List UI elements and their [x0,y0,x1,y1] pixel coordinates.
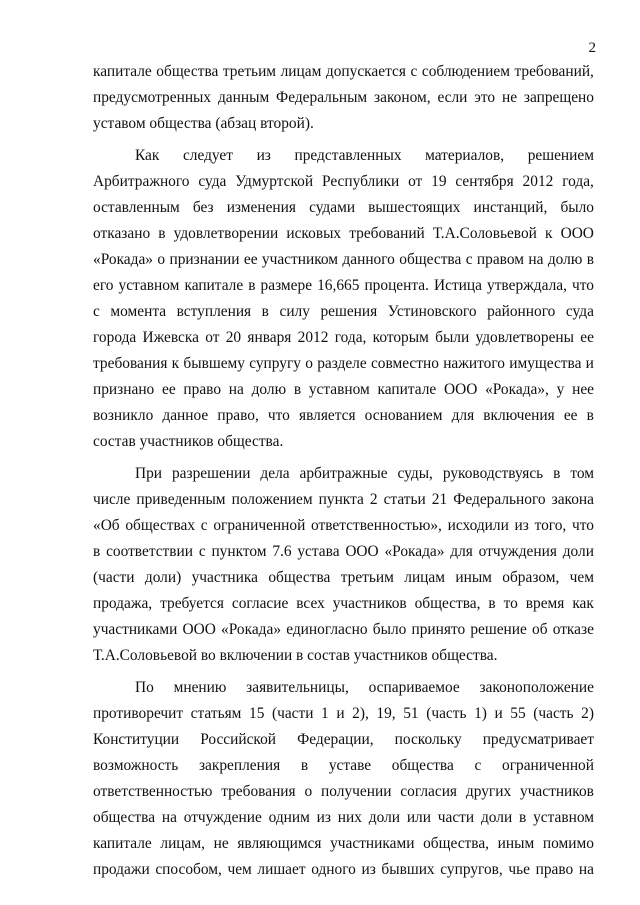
text-line: продажа, требуется согласие всех участников общества, в то время как [93,595,594,612]
text-line: признано ее право на долю в уставном капитале ООО «Рокада», у нее [93,381,594,398]
text-line: его уставном капитале в размере 16,665 процента. Истица утверждала, что [93,277,594,294]
text-line: предусмотренных данным Федеральным законом, если это не запрещено [93,89,594,106]
text-line: с момента вступления в силу решения Устиновского районного суда [93,303,594,320]
text-line: Конституции Российской Федерации, поскольку предусматривает [93,731,594,748]
text-line: отказано в удовлетворении исковых требований Т.А.Соловьевой к ООО [93,225,594,242]
page-number: 2 [588,40,596,56]
text-line: требования к бывшему супругу о разделе совместно нажитого имущества и [93,355,594,372]
text-line: «Рокада» о признании ее участником данного общества с правом на долю в [93,251,594,268]
text-line: противоречит статьям 15 (части 1 и 2), 19, 51 (часть 1) и 55 (часть 2) [93,705,594,722]
text-line: (части доли) участника общества третьим лицам иным образом, чем [93,569,594,586]
text-line: числе приведенным положением пункта 2 статьи 21 Федерального закона [93,491,594,508]
text-line: возникло данное право, что является основанием для включения ее в [93,407,594,424]
text-line: Арбитражного суда Удмуртской Республики от 19 сентября 2012 года, [93,173,594,190]
body-text [93,59,594,883]
text-line: в соответствии с пунктом 7.6 устава ООО «Рокада» для отчуждения доли [93,543,594,560]
text-line: уставом общества (абзац второй). [93,115,314,132]
text-line: По мнению заявительницы, оспариваемое законоположение [135,679,594,696]
text-line: участниками ООО «Рокада» единогласно было принято решение об отказе [93,621,594,638]
text-line: ответственностью требования о получении согласия других участников [93,783,594,800]
text-line: Т.А.Соловьевой во включении в состав участников общества. [93,647,498,664]
text-line: возможность закрепления в уставе общества с ограниченной [93,757,594,774]
text-line: капитале общества третьим лицам допускается с соблюдением требований, [93,63,594,80]
text-line: состав участников общества. [93,433,284,450]
text-line: города Ижевска от 20 января 2012 года, которым были удовлетворены ее [93,329,594,346]
text-line: Как следует из представленных материалов, решением [135,147,594,164]
text-line: общества на отчуждение одним из них доли или части доли в уставном [93,809,594,826]
text-line: капитале лицам, не являющимся участниками общества, иным помимо [93,835,594,852]
text-line: При разрешении дела арбитражные суды, руководствуясь в том [135,465,594,482]
text-line: продажи способом, чем лишает одного из бывших супругов, чье право на [93,861,594,878]
text-line: оставленным без изменения судами вышестоящих инстанций, было [93,199,594,216]
text-line: «Об обществах с ограниченной ответственностью», исходили из того, что [93,517,594,534]
